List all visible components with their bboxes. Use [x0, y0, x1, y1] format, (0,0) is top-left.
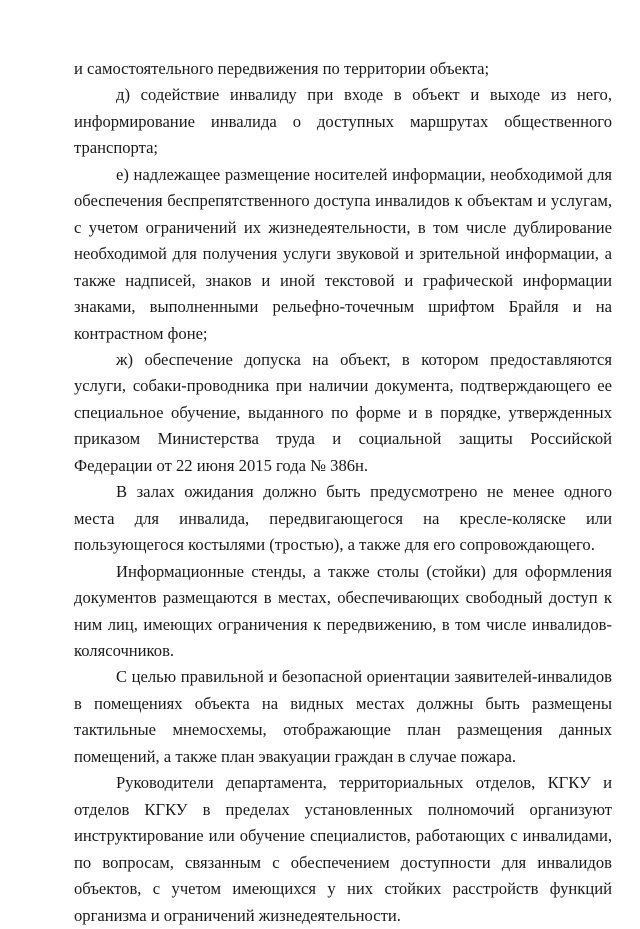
paragraph-item-zh: ж) обеспечение допуска на объект, в котором предоставляются услуги, собаки-проводника при наличии документа, подтверждающего ее специальное обучение, выданного по форме и в порядке, утвержденных приказом Министерства труда и социальной защиты Российской Федерации от 22 июня 2015 года № 386н.	[74, 349, 612, 475]
document-body	[74, 56, 612, 929]
paragraph-item-e: е) надлежащее размещение носителей информации, необходимой для обеспечения беспрепятственного доступа инвалидов к объектам и услугам, с учетом ограничений их жизнедеятельности, в том числе дублирование необходимой для получения услуги звуковой и зрительной информации, а также надписей, знаков и иной текстовой и графической информации знаками, выполненными рельефно-точечным шрифтом Брайля и на контрастном фоне;	[74, 164, 612, 343]
paragraph-tactile-schemes: С целью правильной и безопасной ориентации заявителей-инвалидов в помещениях объекта на видных местах должны быть размещены тактильные мнемосхемы, отображающие план размещения данных помещений, а также план эвакуации граждан в случае пожара.	[74, 667, 612, 766]
paragraph-info-stands: Информационные стенды, а также столы (стойки) для оформления документов размещаются в местах, обеспечивающих свободный доступ к ним лиц, имеющих ограничения к передвижению, в том числе инвалидов-колясочников.	[74, 561, 612, 660]
paragraph-item-d: д) содействие инвалиду при входе в объект и выходе из него, информирование инвалида о доступных маршрутах общественного транспорта;	[74, 85, 612, 158]
paragraph-continuation: и самостоятельного передвижения по территории объекта;	[74, 59, 490, 78]
paragraph-waiting-rooms: В залах ожидания должно быть предусмотрено не менее одного места для инвалида, передвигающегося на кресле-коляске или пользующегося костылями (тростью), а также для его сопровождающего.	[74, 482, 612, 555]
paragraph-staff-training: Руководители департамента, территориальных отделов, КГКУ и отделов КГКУ в пределах установленных полномочий организуют инструктирование или обучение специалистов, работающих с инвалидами, по вопросам, связанным с обеспечением доступности для инвалидов объектов, с учетом имеющихся у них стойких расстройств функций организма и ограничений жизнедеятельности.	[74, 773, 612, 925]
